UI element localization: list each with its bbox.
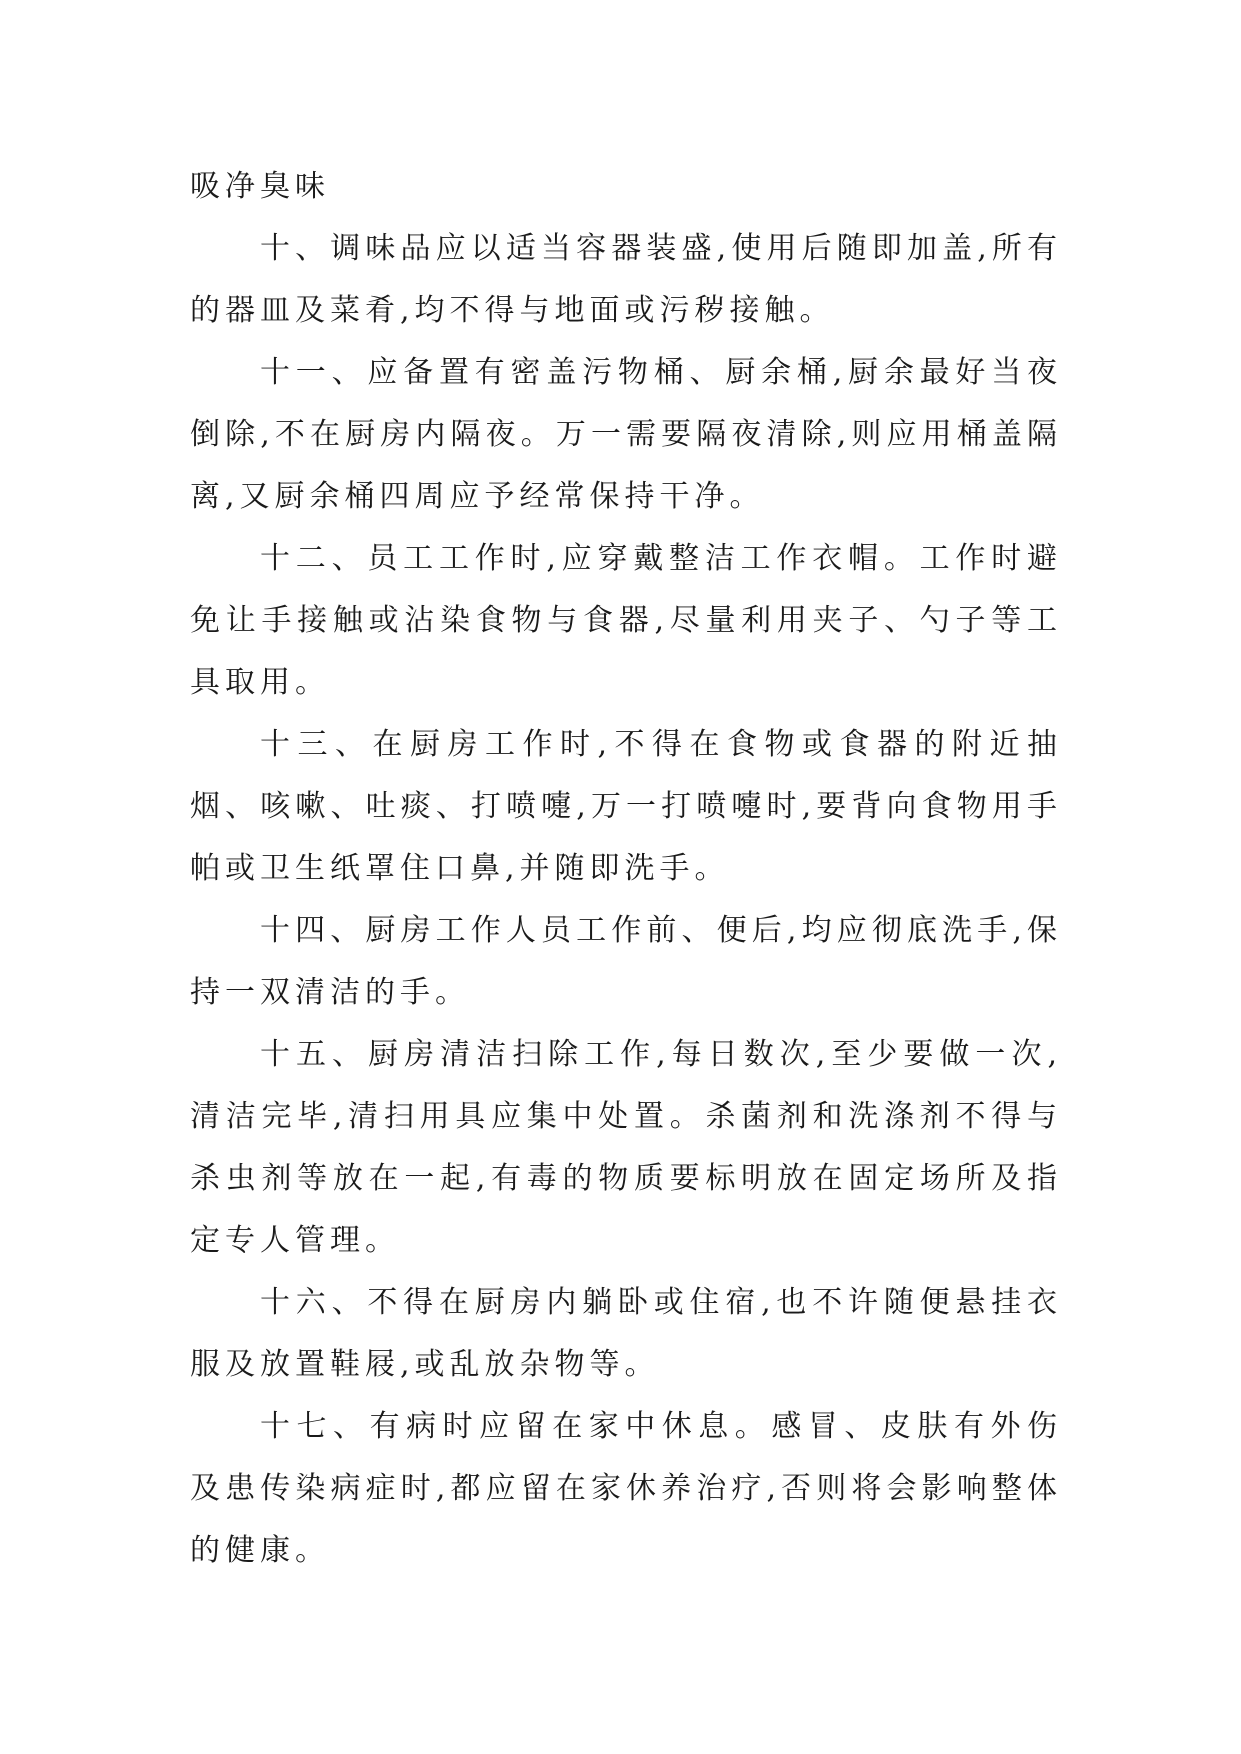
paragraph-rule-13: 十三、在厨房工作时,不得在食物或食器的附近抽烟、咳嗽、吐痰、打喷嚏,万一打喷嚏时,要背向食物用手帕或卫生纸罩住口鼻,并随即洗手。 — [190, 727, 1062, 886]
paragraph-rule-12: 十二、员工工作时,应穿戴整洁工作衣帽。工作时避免让手接触或沾染食物与食器,尽量利用夹子、勺子等工具取用。 — [190, 541, 1062, 700]
paragraph-rule-17: 十七、有病时应留在家中休息。感冒、皮肤有外伤及患传染病症时,都应留在家休养治疗,否则将会影响整体的健康。 — [190, 1409, 1062, 1568]
document-body — [190, 156, 1062, 1582]
paragraph-rule-14: 十四、厨房工作人员工作前、便后,均应彻底洗手,保持一双清洁的手。 — [190, 913, 1062, 1010]
paragraph-continuation: 吸净臭味 — [190, 169, 330, 204]
paragraph-rule-11: 十一、应备置有密盖污物桶、厨余桶,厨余最好当夜倒除,不在厨房内隔夜。万一需要隔夜清除,则应用桶盖隔离,又厨余桶四周应予经常保持干净。 — [190, 355, 1062, 514]
paragraph-rule-10: 十、调味品应以适当容器装盛,使用后随即加盖,所有的器皿及菜肴,均不得与地面或污秽接触。 — [190, 231, 1062, 328]
paragraph-rule-15: 十五、厨房清洁扫除工作,每日数次,至少要做一次,清洁完毕,清扫用具应集中处置。杀菌剂和洗涤剂不得与杀虫剂等放在一起,有毒的物质要标明放在固定场所及指定专人管理。 — [190, 1037, 1062, 1258]
paragraph-rule-16: 十六、不得在厨房内躺卧或住宿,也不许随便悬挂衣服及放置鞋屐,或乱放杂物等。 — [190, 1285, 1062, 1382]
